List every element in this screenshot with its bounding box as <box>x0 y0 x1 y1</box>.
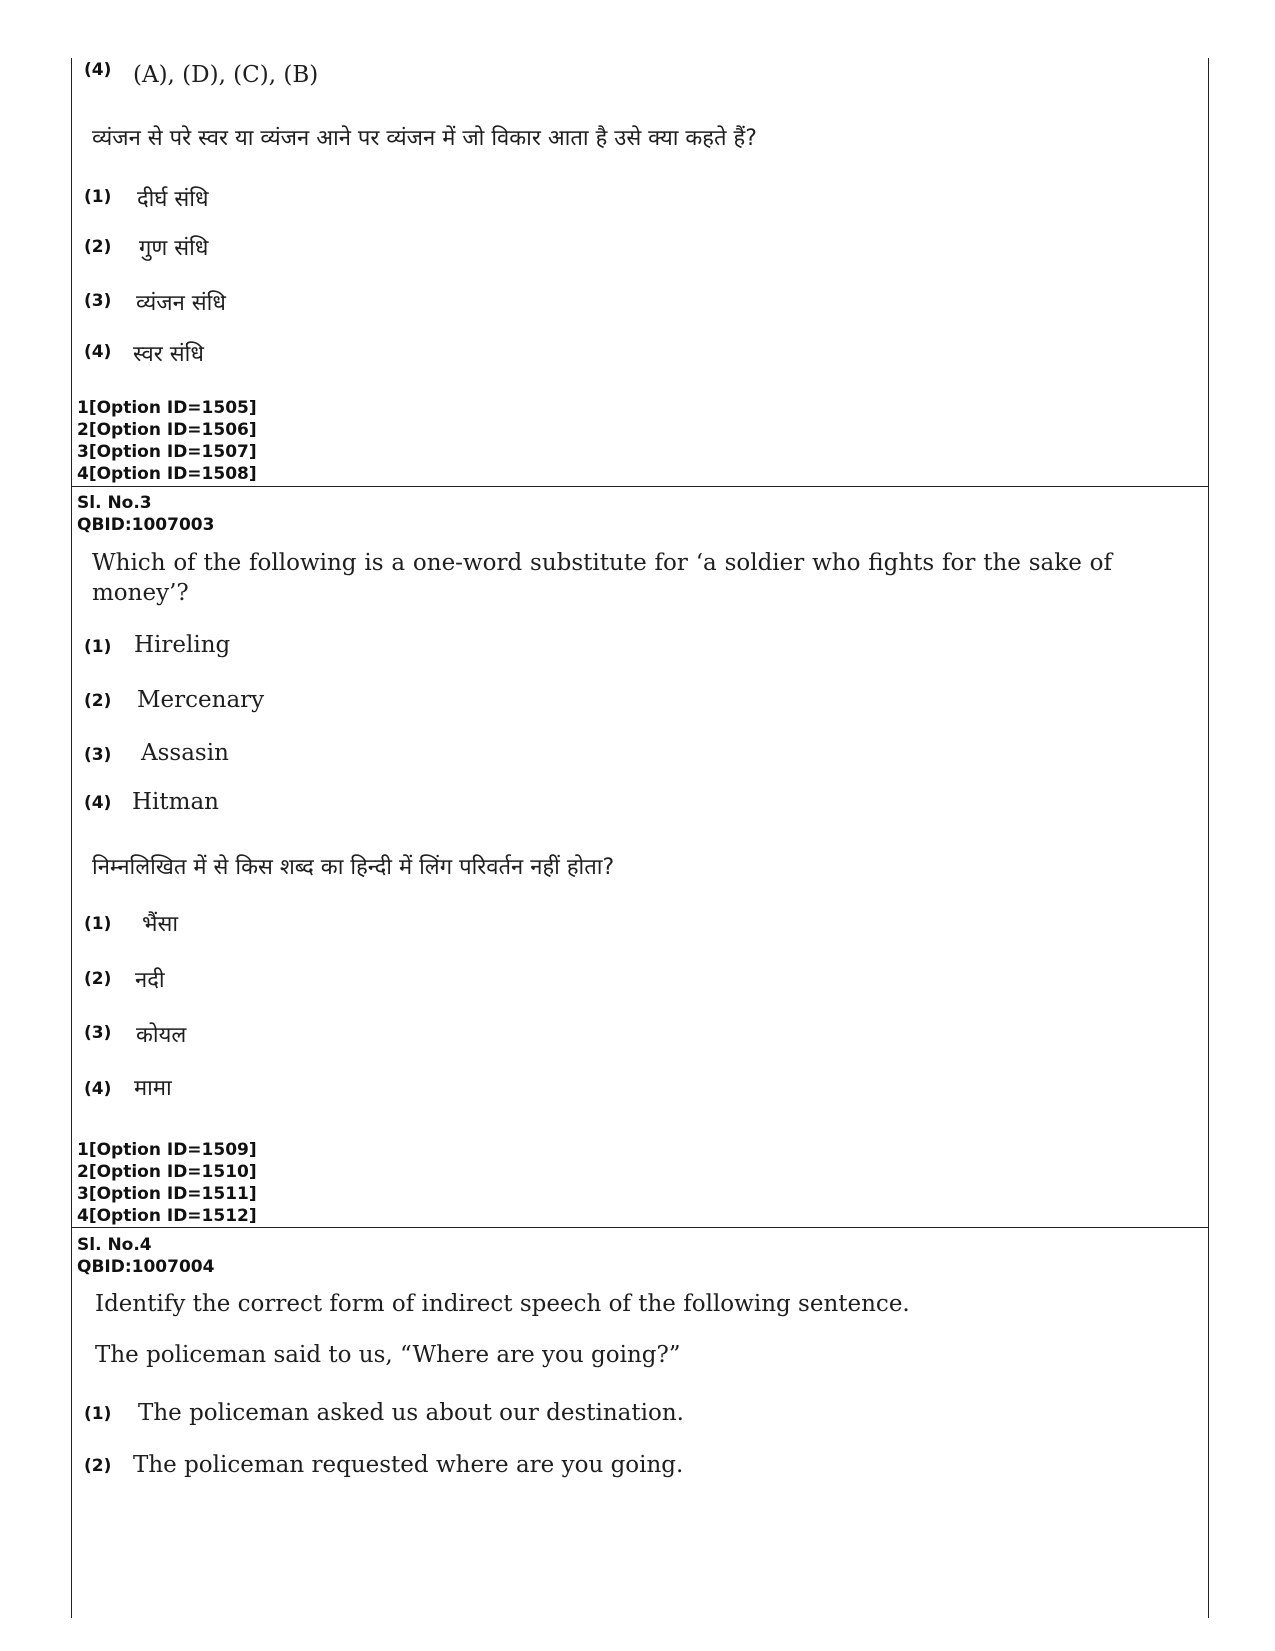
option-text: Assasin <box>141 740 229 766</box>
option-number: (2) <box>84 691 112 711</box>
option-id: 3[Option ID=1511] <box>77 1184 257 1204</box>
question-text-hindi: निम्नलिखित में से किस शब्द का हिन्दी में लिंग परिवर्तन नहीं होता? <box>92 855 615 880</box>
option-text: (A), (D), (C), (B) <box>133 62 319 88</box>
section-divider <box>71 486 1208 487</box>
option-text: व्यंजन संधि <box>136 291 226 316</box>
option-number: (2) <box>84 1456 112 1476</box>
question-text: Which of the following is a one-word substitute for ‘a soldier who fights for the sake of money’? <box>92 550 1112 606</box>
option-number: (1) <box>84 914 112 934</box>
qbid: QBID:1007004 <box>77 1257 215 1277</box>
option-number: (4) <box>84 342 112 362</box>
left-border <box>71 58 72 1618</box>
option-number: (1) <box>84 1404 112 1424</box>
option-id-list <box>77 397 257 485</box>
option-id: 3[Option ID=1507] <box>77 442 257 462</box>
question-sentence: The policeman said to us, “Where are you going?” <box>95 1342 681 1368</box>
option-number: (1) <box>84 637 112 657</box>
option-text: कोयल <box>136 1023 187 1048</box>
option-text: गुण संधि <box>139 236 209 261</box>
serial-number: Sl. No.4 <box>77 1235 152 1255</box>
option-text: स्वर संधि <box>133 342 204 367</box>
option-id: 4[Option ID=1508] <box>77 464 257 484</box>
right-border <box>1208 58 1209 1618</box>
option-number: (4) <box>84 1079 112 1099</box>
option-number: (2) <box>84 969 112 989</box>
option-number: (3) <box>84 291 112 311</box>
option-id: 1[Option ID=1509] <box>77 1140 257 1160</box>
option-text: The policeman requested where are you going. <box>133 1452 684 1478</box>
option-number: (4) <box>84 793 112 813</box>
option-text: दीर्घ संधि <box>137 187 209 212</box>
option-number: (2) <box>84 237 112 257</box>
option-id: 1[Option ID=1505] <box>77 398 257 418</box>
serial-number: Sl. No.3 <box>77 493 152 513</box>
question-text-hindi: व्यंजन से परे स्वर या व्यंजन आने पर व्यंजन में जो विकार आता है उसे क्या कहते हैं? <box>92 126 757 151</box>
qbid: QBID:1007003 <box>77 515 215 535</box>
option-text: The policeman asked us about our destination. <box>138 1400 684 1426</box>
question-instruction: Identify the correct form of indirect speech of the following sentence. <box>95 1291 910 1317</box>
question-header <box>77 1234 214 1278</box>
option-number: (1) <box>84 187 112 207</box>
option-id: 4[Option ID=1512] <box>77 1206 257 1226</box>
option-text: भैंसा <box>142 912 179 937</box>
option-id-list <box>77 1139 257 1227</box>
option-text: Mercenary <box>137 687 265 713</box>
option-number: (3) <box>84 1023 112 1043</box>
option-id: 2[Option ID=1506] <box>77 420 257 440</box>
question-header <box>77 492 214 536</box>
option-number: (4) <box>84 60 112 80</box>
option-number: (3) <box>84 745 112 765</box>
option-text: Hireling <box>134 632 231 658</box>
section-divider <box>71 1227 1208 1228</box>
option-id: 2[Option ID=1510] <box>77 1162 257 1182</box>
option-text: नदी <box>135 968 165 993</box>
option-text: मामा <box>134 1076 172 1101</box>
option-text: Hitman <box>132 789 219 815</box>
